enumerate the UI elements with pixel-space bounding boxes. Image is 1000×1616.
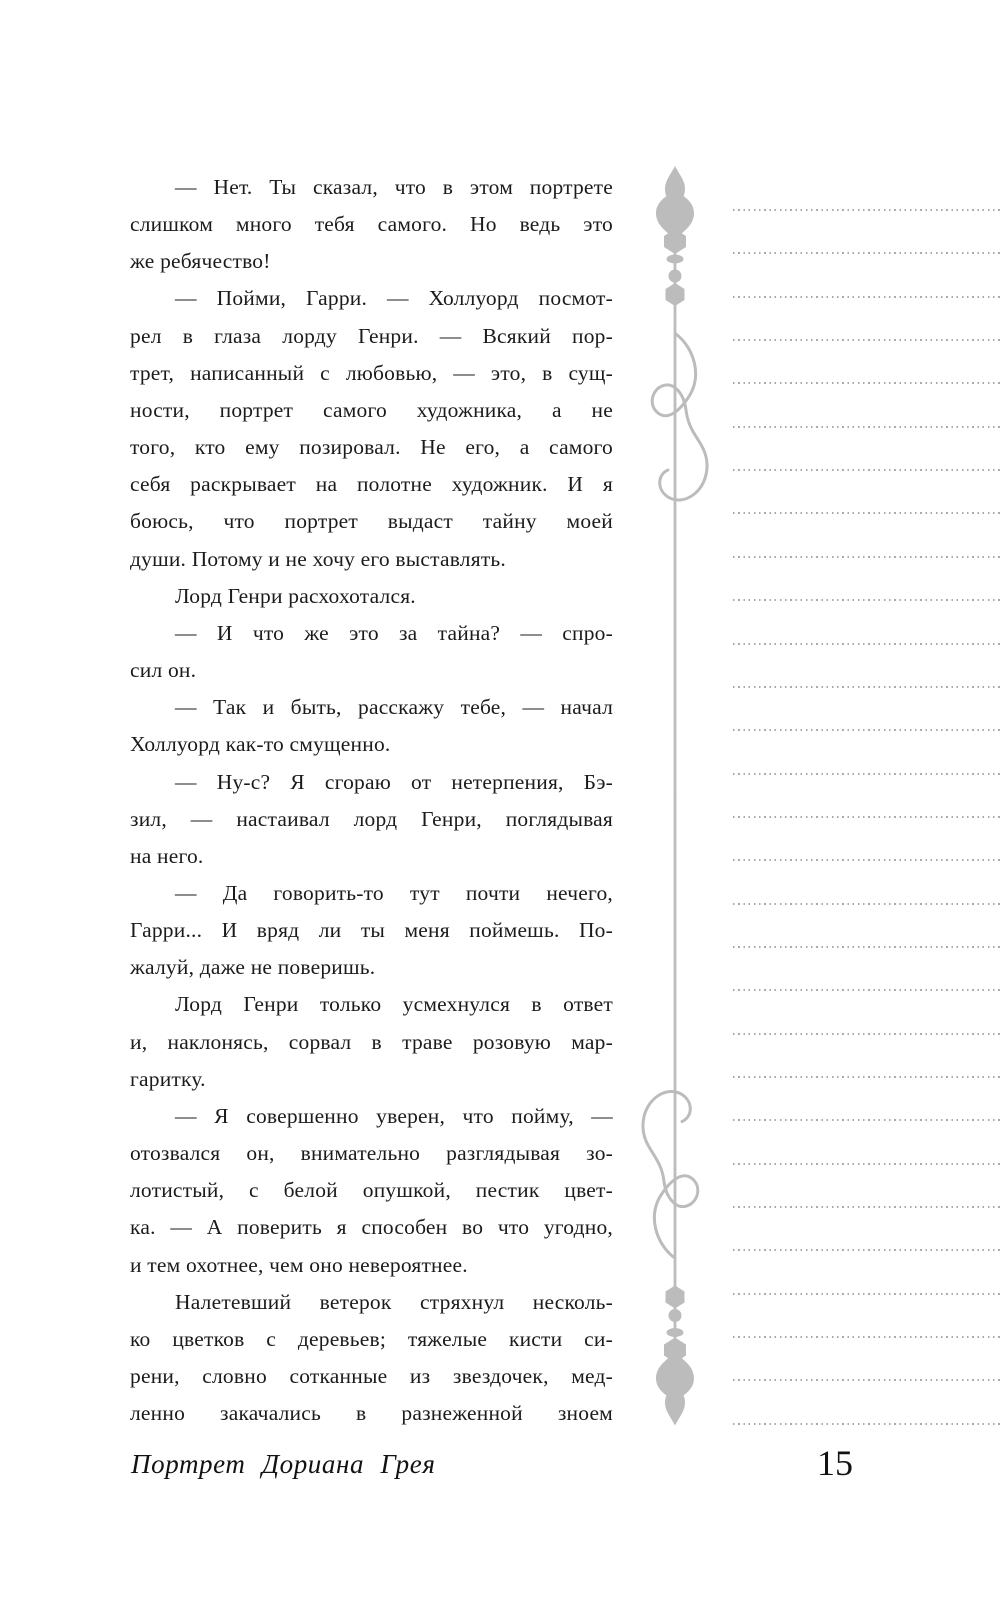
notes-ruled-line [733, 1336, 1000, 1338]
text-line: боюсь, что портрет выдаст тайну моей [130, 509, 613, 534]
text-line: Налетевший ветерок стряхнул несколь- [175, 1289, 613, 1314]
notes-ruled-line [733, 1293, 1000, 1295]
text-line: Лорд Генри расхохотался. [175, 583, 416, 608]
text-line: ленно закачались в разнеженной зноем [130, 1401, 613, 1426]
notes-ruled-line [733, 989, 1000, 991]
text-line: же ребячество! [130, 249, 271, 274]
text-line: зил, — настаивал лорд Генри, поглядывая [130, 806, 613, 831]
body-text [130, 169, 613, 1432]
notes-ruled-line [733, 1379, 1000, 1381]
notes-ruled-line [733, 1119, 1000, 1121]
text-line: отозвался он, внимательно разглядывая зо- [130, 1141, 613, 1166]
notes-ruled-line [733, 1033, 1000, 1035]
notes-ruled-line [733, 512, 1000, 514]
text-line: и тем охотнее, чем оно невероятнее. [130, 1252, 468, 1277]
notes-ruled-line [733, 599, 1000, 601]
notes-ruled-line [733, 252, 1000, 254]
ornament-flourish [652, 334, 707, 500]
text-line: Гарри... И вряд ли ты меня поймешь. По- [130, 918, 613, 943]
text-line: — Я совершенно уверен, что пойму, — [175, 1103, 613, 1128]
notes-ruled-line [733, 469, 1000, 471]
notes-ruled-line [733, 209, 1000, 211]
text-line: Холлуорд как-то смущенно. [130, 732, 391, 757]
notes-ruled-line [733, 643, 1000, 645]
text-line: себя раскрывает на полотне художник. И я [130, 472, 613, 497]
ornament-top-half [652, 166, 707, 796]
ornament-onion-bulb [656, 191, 694, 240]
text-line: ко цветков с деревьев; тяжелые кисти си- [130, 1326, 613, 1351]
text-line: — Так и быть, расскажу тебе, — начал [175, 695, 613, 720]
text-line: ности, портрет самого художника, а не [130, 397, 613, 422]
notes-ruled-line [733, 339, 1000, 341]
page-number: 15 [817, 1443, 853, 1483]
text-line: ка. — А поверить я способен во что угодно, [130, 1215, 613, 1240]
notes-ruled-line [733, 1163, 1000, 1165]
notes-ruled-line [733, 1206, 1000, 1208]
notes-ruled-line [733, 296, 1000, 298]
text-line: — И что же это за тайна? — спро- [175, 620, 613, 645]
text-line: трет, написанный с любовью, — это, в сущ- [130, 360, 613, 385]
text-line: — Нет. Ты сказал, что в этом портрете [175, 175, 613, 199]
notes-ruled-line [733, 1076, 1000, 1078]
text-line: Лорд Генри только усмехнулся в ответ [175, 992, 613, 1017]
notes-ruled-line [733, 773, 1000, 775]
notes-ruled-line [733, 859, 1000, 861]
text-line: — Пойми, Гарри. — Холлуорд посмот- [175, 286, 613, 311]
text-line: рени, словно сотканные из звездочек, мед- [130, 1364, 613, 1388]
notes-ruled-line [733, 382, 1000, 384]
text-line: жалуй, даже не поверишь. [130, 955, 376, 980]
notes-ruled-line [733, 903, 1000, 905]
text-line: рел в глаза лорду Генри. — Всякий пор- [130, 323, 613, 348]
notes-ruled-line [733, 1423, 1000, 1425]
notes-ruled-line [733, 816, 1000, 818]
text-line: лотистый, с белой опушкой, пестик цвет- [130, 1178, 613, 1203]
ornament-teardrop [665, 166, 685, 202]
text-line: и, наклонясь, сорвал в траве розовую мар- [130, 1029, 613, 1054]
notes-ruled-line [733, 1249, 1000, 1251]
text-line: — Да говорить-то тут почти нечего, [175, 880, 613, 905]
notes-ruled-line [733, 946, 1000, 948]
text-line: сил он. [130, 658, 197, 683]
text-line: души. Потому и не хочу его выставлять. [130, 546, 506, 571]
notes-ruled-line [733, 556, 1000, 558]
notes-ruled-line [733, 426, 1000, 428]
text-line: на него. [130, 843, 204, 868]
text-line: того, кто ему позировал. Не его, а самого [130, 435, 613, 460]
notes-ruled-line [733, 729, 1000, 731]
text-line: — Ну-с? Я сгораю от нетерпения, Бэ- [175, 769, 613, 794]
running-title: Портрет Дориана Грея [131, 1449, 436, 1479]
notes-ruled-line [733, 686, 1000, 688]
text-line: слишком много тебя самого. Но ведь это [130, 212, 613, 237]
ornament-stem [674, 198, 677, 796]
text-line: гаритку. [130, 1066, 206, 1091]
